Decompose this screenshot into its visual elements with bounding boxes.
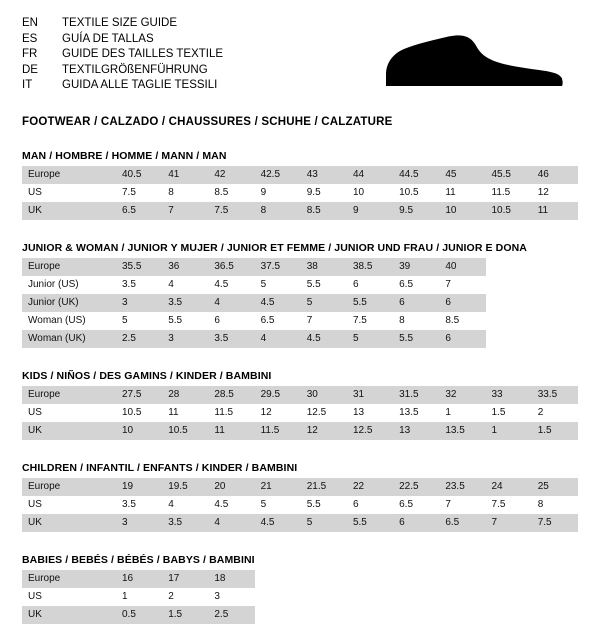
size-cell	[532, 330, 578, 348]
row-label: Europe	[22, 570, 116, 588]
size-cell: 9.5	[393, 202, 439, 220]
size-cell: 23.5	[439, 478, 485, 496]
size-cell: 5.5	[162, 312, 208, 330]
size-cell: 5	[347, 330, 393, 348]
size-cell: 46	[532, 166, 578, 184]
row-label: US	[22, 588, 116, 606]
size-cell: 8.5	[439, 312, 485, 330]
size-cell: 27.5	[116, 386, 162, 404]
size-cell: 1	[486, 422, 532, 440]
size-cell: 10.5	[393, 184, 439, 202]
size-cell: 3	[116, 294, 162, 312]
language-code: EN	[22, 17, 38, 29]
size-cell: 19	[116, 478, 162, 496]
size-cell: 1.5	[532, 422, 578, 440]
size-cell: 5	[301, 294, 347, 312]
size-group	[22, 462, 578, 532]
size-cell: 20	[208, 478, 254, 496]
size-group-title: BABIES / BEBÉS / BÉBÉS / BABYS / BAMBINI	[22, 554, 255, 566]
size-cell: 28	[162, 386, 208, 404]
table-row	[22, 478, 578, 496]
size-cell	[301, 606, 347, 624]
size-cell	[301, 588, 347, 606]
size-cell: 42.5	[255, 166, 301, 184]
size-group-title: MAN / HOMBRE / HOMME / MANN / MAN	[22, 150, 227, 162]
size-cell: 41	[162, 166, 208, 184]
size-cell: 4	[162, 276, 208, 294]
size-cell: 44	[347, 166, 393, 184]
size-cell: 40	[439, 258, 485, 276]
size-cell: 36	[162, 258, 208, 276]
size-cell: 3.5	[208, 330, 254, 348]
size-cell: 12.5	[301, 404, 347, 422]
table-row	[22, 184, 578, 202]
size-cell: 8.5	[208, 184, 254, 202]
size-cell: 4	[255, 330, 301, 348]
size-cell	[393, 588, 439, 606]
table-row	[22, 606, 578, 624]
size-table	[22, 478, 578, 532]
language-title: GUIDE DES TAILLES TEXTILE	[62, 48, 224, 61]
size-cell: 7	[439, 496, 485, 514]
size-cell: 5.5	[347, 294, 393, 312]
size-cell	[486, 258, 532, 276]
size-cell: 45	[439, 166, 485, 184]
size-cell: 6.5	[439, 514, 485, 532]
size-cell: 3.5	[162, 514, 208, 532]
size-cell: 11	[162, 404, 208, 422]
size-cell	[301, 570, 347, 588]
row-label: UK	[22, 202, 116, 220]
size-cell: 40.5	[116, 166, 162, 184]
size-cell: 5.5	[393, 330, 439, 348]
table-row	[22, 496, 578, 514]
size-cell: 7	[486, 514, 532, 532]
size-cell: 6	[439, 330, 485, 348]
size-cell: 38	[301, 258, 347, 276]
size-cell: 13	[347, 404, 393, 422]
size-cell: 10.5	[486, 202, 532, 220]
size-cell: 2	[532, 404, 578, 422]
size-cell	[439, 588, 485, 606]
size-cell	[532, 276, 578, 294]
size-cell: 36.5	[208, 258, 254, 276]
size-cell: 11	[208, 422, 254, 440]
size-cell: 12	[255, 404, 301, 422]
size-cell: 9	[255, 184, 301, 202]
table-row	[22, 276, 578, 294]
row-label: Woman (US)	[22, 312, 116, 330]
language-row	[22, 16, 223, 32]
size-cell: 3	[162, 330, 208, 348]
row-label: UK	[22, 514, 116, 532]
table-row	[22, 258, 578, 276]
size-cell: 3.5	[116, 276, 162, 294]
size-cell	[439, 570, 485, 588]
size-cell: 7.5	[116, 184, 162, 202]
size-cell: 6	[439, 294, 485, 312]
size-cell: 10	[347, 184, 393, 202]
size-cell: 18	[208, 570, 254, 588]
size-cell: 33.5	[532, 386, 578, 404]
size-group-title: JUNIOR & WOMAN / JUNIOR Y MUJER / JUNIOR ET FEMME / JUNIOR UND FRAU / JUNIOR E DONA	[22, 242, 527, 254]
size-cell: 6.5	[116, 202, 162, 220]
size-cell: 16	[116, 570, 162, 588]
size-cell: 6	[208, 312, 254, 330]
size-cell: 32	[439, 386, 485, 404]
size-cell: 43	[301, 166, 347, 184]
size-cell: 1	[439, 404, 485, 422]
size-cell	[486, 570, 532, 588]
size-cell: 5.5	[301, 496, 347, 514]
size-group	[22, 150, 578, 220]
size-cell: 1.5	[486, 404, 532, 422]
table-row	[22, 404, 578, 422]
size-cell: 13.5	[439, 422, 485, 440]
size-table	[22, 570, 578, 624]
table-row	[22, 570, 578, 588]
size-cell: 21	[255, 478, 301, 496]
size-cell: 1.5	[162, 606, 208, 624]
size-cell: 33	[486, 386, 532, 404]
size-cell	[393, 606, 439, 624]
size-cell: 2.5	[208, 606, 254, 624]
size-cell: 12	[532, 184, 578, 202]
size-cell: 5	[255, 496, 301, 514]
language-row	[22, 63, 223, 79]
row-label: US	[22, 184, 116, 202]
language-row	[22, 32, 223, 48]
size-cell: 0.5	[116, 606, 162, 624]
size-cell: 3	[116, 514, 162, 532]
size-cell: 28.5	[208, 386, 254, 404]
size-group	[22, 370, 578, 440]
size-cell: 5.5	[347, 514, 393, 532]
size-cell: 9.5	[301, 184, 347, 202]
size-cell: 6.5	[255, 312, 301, 330]
size-cell	[532, 258, 578, 276]
size-cell: 7	[439, 276, 485, 294]
size-cell: 8	[162, 184, 208, 202]
language-title: GUIDA ALLE TAGLIE TESSILI	[62, 79, 218, 92]
size-cell: 6.5	[393, 496, 439, 514]
size-cell: 11	[532, 202, 578, 220]
size-cell: 7	[162, 202, 208, 220]
size-cell: 2	[162, 588, 208, 606]
language-code: DE	[22, 63, 38, 76]
size-table	[22, 386, 578, 440]
language-title: TEXTILGRÖßENFÜHRUNG	[62, 63, 208, 76]
row-label: Junior (US)	[22, 276, 116, 294]
size-group-title: CHILDREN / INFANTIL / ENFANTS / KINDER / BAMBINI	[22, 462, 298, 474]
size-cell: 5.5	[301, 276, 347, 294]
size-cell	[255, 588, 301, 606]
size-cell: 22.5	[393, 478, 439, 496]
size-cell: 10.5	[116, 404, 162, 422]
size-cell: 11.5	[208, 404, 254, 422]
size-cell	[486, 294, 532, 312]
language-title: GUÍA DE TALLAS	[62, 32, 154, 45]
size-cell	[347, 606, 393, 624]
category-title: FOOTWEAR / CALZADO / CHAUSSURES / SCHUHE / CALZATURE	[22, 116, 393, 128]
size-cell: 19.5	[162, 478, 208, 496]
size-cell: 3.5	[162, 294, 208, 312]
size-cell: 22	[347, 478, 393, 496]
size-cell: 29.5	[255, 386, 301, 404]
size-cell	[393, 570, 439, 588]
size-cell: 4	[208, 514, 254, 532]
size-cell: 10.5	[162, 422, 208, 440]
size-cell	[486, 276, 532, 294]
language-list	[22, 16, 223, 94]
size-cell: 6	[347, 496, 393, 514]
size-cell: 12.5	[347, 422, 393, 440]
size-cell: 4.5	[301, 330, 347, 348]
size-cell: 9	[347, 202, 393, 220]
row-label: US	[22, 404, 116, 422]
row-label: Europe	[22, 166, 116, 184]
row-label: US	[22, 496, 116, 514]
size-cell: 1	[116, 588, 162, 606]
size-cell: 6.5	[393, 276, 439, 294]
size-cell: 5	[116, 312, 162, 330]
size-cell: 8	[255, 202, 301, 220]
size-table	[22, 258, 578, 348]
size-cell: 35.5	[116, 258, 162, 276]
size-cell	[347, 570, 393, 588]
row-label: Europe	[22, 478, 116, 496]
size-cell: 25	[532, 478, 578, 496]
language-code: IT	[22, 79, 33, 92]
size-cell: 5	[301, 514, 347, 532]
size-cell: 7.5	[486, 496, 532, 514]
size-cell: 6	[393, 514, 439, 532]
size-cell: 8	[393, 312, 439, 330]
size-cell: 2.5	[116, 330, 162, 348]
language-code: ES	[22, 32, 38, 45]
table-row	[22, 422, 578, 440]
size-cell	[486, 588, 532, 606]
header	[22, 16, 578, 102]
size-cell: 4.5	[208, 276, 254, 294]
size-cell: 4.5	[255, 514, 301, 532]
table-row	[22, 330, 578, 348]
size-group	[22, 242, 578, 348]
size-cell	[255, 606, 301, 624]
size-cell: 8.5	[301, 202, 347, 220]
size-tables	[22, 150, 578, 624]
language-title: TEXTILE SIZE GUIDE	[62, 17, 178, 29]
size-cell	[532, 312, 578, 330]
size-cell: 12	[301, 422, 347, 440]
size-cell: 11.5	[255, 422, 301, 440]
size-cell: 21.5	[301, 478, 347, 496]
size-cell	[532, 588, 578, 606]
size-cell: 4.5	[255, 294, 301, 312]
size-cell: 11	[439, 184, 485, 202]
table-row	[22, 386, 578, 404]
size-cell: 5	[255, 276, 301, 294]
language-list-body	[22, 16, 223, 94]
size-cell: 7.5	[347, 312, 393, 330]
size-cell: 44.5	[393, 166, 439, 184]
size-cell: 37.5	[255, 258, 301, 276]
table-row	[22, 588, 578, 606]
size-cell: 38.5	[347, 258, 393, 276]
size-group-title: KIDS / NIÑOS / DES GAMINS / KINDER / BAMBINI	[22, 370, 272, 382]
size-cell: 7.5	[532, 514, 578, 532]
language-row	[22, 78, 223, 94]
size-cell	[347, 588, 393, 606]
size-cell: 10	[116, 422, 162, 440]
size-cell: 24	[486, 478, 532, 496]
dress-shoe-icon	[378, 28, 568, 96]
size-cell: 4	[208, 294, 254, 312]
size-cell	[532, 570, 578, 588]
size-cell	[532, 606, 578, 624]
size-cell: 6	[347, 276, 393, 294]
size-cell: 13.5	[393, 404, 439, 422]
size-cell: 4	[162, 496, 208, 514]
size-cell: 31	[347, 386, 393, 404]
size-cell: 42	[208, 166, 254, 184]
size-cell	[439, 606, 485, 624]
row-label: Woman (UK)	[22, 330, 116, 348]
size-group	[22, 554, 578, 624]
size-cell: 17	[162, 570, 208, 588]
table-row	[22, 202, 578, 220]
language-code: FR	[22, 48, 38, 61]
size-cell: 7	[301, 312, 347, 330]
size-cell: 31.5	[393, 386, 439, 404]
size-cell: 30	[301, 386, 347, 404]
size-cell: 8	[532, 496, 578, 514]
size-cell: 11.5	[486, 184, 532, 202]
table-row	[22, 312, 578, 330]
size-cell	[532, 294, 578, 312]
size-cell	[486, 606, 532, 624]
size-cell: 45.5	[486, 166, 532, 184]
size-cell: 10	[439, 202, 485, 220]
size-cell: 4.5	[208, 496, 254, 514]
table-row	[22, 514, 578, 532]
table-row	[22, 294, 578, 312]
row-label: UK	[22, 422, 116, 440]
size-cell: 3.5	[116, 496, 162, 514]
size-table	[22, 166, 578, 220]
size-cell: 13	[393, 422, 439, 440]
row-label: UK	[22, 606, 116, 624]
size-cell: 6	[393, 294, 439, 312]
row-label: Europe	[22, 258, 116, 276]
size-cell: 3	[208, 588, 254, 606]
size-cell: 7.5	[208, 202, 254, 220]
language-row	[22, 47, 223, 63]
size-cell	[486, 330, 532, 348]
size-cell	[486, 312, 532, 330]
size-cell	[255, 570, 301, 588]
row-label: Junior (UK)	[22, 294, 116, 312]
table-row	[22, 166, 578, 184]
row-label: Europe	[22, 386, 116, 404]
size-cell: 39	[393, 258, 439, 276]
